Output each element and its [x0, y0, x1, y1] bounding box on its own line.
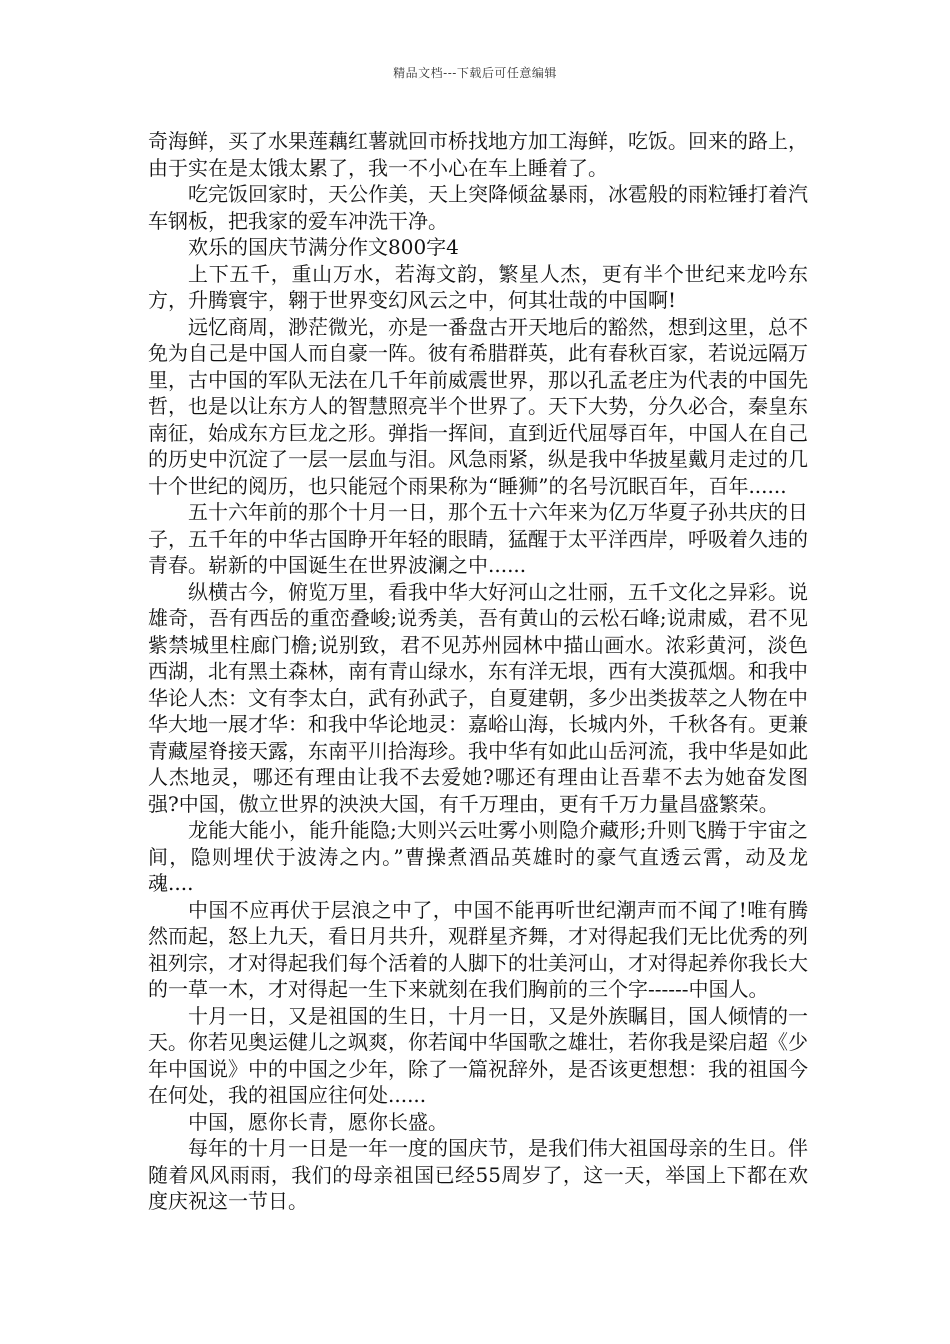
paragraph: 吃完饭回家时，天公作美，天上突降倾盆暴雨，冰雹般的雨粒锤打着汽车钢板，把我家的爱车冲洗干净。 — [148, 182, 808, 233]
paragraph: 每年的十月一日是一年一度的国庆节，是我们伟大祖国母亲的生日。伴随着风风雨雨，我们的母亲祖国已经55周岁了，这一天，举国上下都在欢度庆祝这一节日。 — [148, 1136, 808, 1213]
paragraph: 龙能大能小，能升能隐;大则兴云吐雾小则隐介藏形;升则飞腾于宇宙之间，隐则埋伏于波涛之内。”曹操煮酒品英雄时的豪气直透云霄，动及龙魂.... — [148, 818, 808, 895]
paragraph: 五十六年前的那个十月一日，那个五十六年来为亿万华夏子孙共庆的日子，五千年的中华古国睁开年轻的眼睛，猛醒于太平洋西岸，呼吸着久违的青春。崭新的中国诞生在世界波澜之中...... — [148, 500, 808, 577]
paragraph: 中国，愿你长青，愿你长盛。 — [188, 1109, 448, 1134]
paragraph: 上下五千，重山万水，若海文韵，繁星人杰，更有半个世纪来龙吟东方，升腾寰宇，翱于世界变幻风云之中，何其壮哉的中国啊! — [148, 261, 808, 312]
document-body — [148, 128, 808, 1215]
paragraph: 十月一日，又是祖国的生日，十月一日，又是外族瞩目，国人倾情的一天。你若见奥运健儿之飒爽，你若闻中华国歌之雄壮，若你我是梁启超《少年中国说》中的中国之少年，除了一篇祝辞外，是否该更想想：我的祖国今在何处，我的祖国应往何处...... — [148, 1003, 808, 1107]
paragraph: 中国不应再伏于层浪之中了，中国不能再听世纪潮声而不闻了!唯有腾然而起，怒上九天，看日月共升，观群星齐舞，才对得起我们无比优秀的列祖列宗，才对得起我们每个活着的人脚下的壮美河山，才对得起养你我长大的一草一木，才对得起一生下来就刻在我们胸前的三个字------中国人。 — [148, 897, 808, 1001]
section-title: 欢乐的国庆节满分作文800字4 — [188, 235, 459, 259]
page-header: 精品文档---下载后可任意编辑 — [393, 66, 557, 80]
paragraph: 远忆商周，渺茫微光，亦是一番盘古开天地后的豁然，想到这里，总不免为自己是中国人而自豪一阵。彼有希腊群英，此有春秋百家，若说远隔万里，古中国的军队无法在几千年前威震世界，那以孔孟老庄为代表的中国先哲，也是以让东方人的智慧照亮半个世界了。天下大势，分久必合，秦皇东南征，始成东方巨龙之形。弹指一挥间，直到近代屈辱百年，中国人在自己的历史中沉淀了一层一层血与泪。风急雨紧，纵是我中华披星戴月走过的几十个世纪的阅历，也只能冠个雨果称为“睡狮”的名号沉眠百年，百年...... — [148, 314, 808, 498]
paragraph: 奇海鲜，买了水果莲藕红薯就回市桥找地方加工海鲜，吃饭。回来的路上，由于实在是太饿太累了，我一不小心在车上睡着了。 — [148, 129, 808, 180]
paragraph: 纵横古今，俯览万里，看我中华大好河山之壮丽，五千文化之异彩。说雄奇，吾有西岳的重峦叠峻;说秀美，吾有黄山的云松石峰;说肃威，君不见紫禁城里柱廊门檐;说别致，君不见苏州园林中描山画水。浓彩黄河，淡色西湖，北有黑土森林，南有青山绿水，东有洋无垠，西有大漠孤烟。和我中华论人杰：文有李太白，武有孙武子，自夏建朝，多少出类拔萃之人物在中华大地一展才华：和我中华论地灵：嘉峪山海，长城内外，千秋各有。更兼青藏屋脊接天露，东南平川拾海珍。我中华有如此山岳河流，我中华是如此人杰地灵，哪还有理由让我不去爱她?哪还有理由让吾辈不去为她奋发图强?中国，傲立世界的泱泱大国，有千万理由，更有千万力量昌盛繁荣。 — [148, 579, 808, 816]
